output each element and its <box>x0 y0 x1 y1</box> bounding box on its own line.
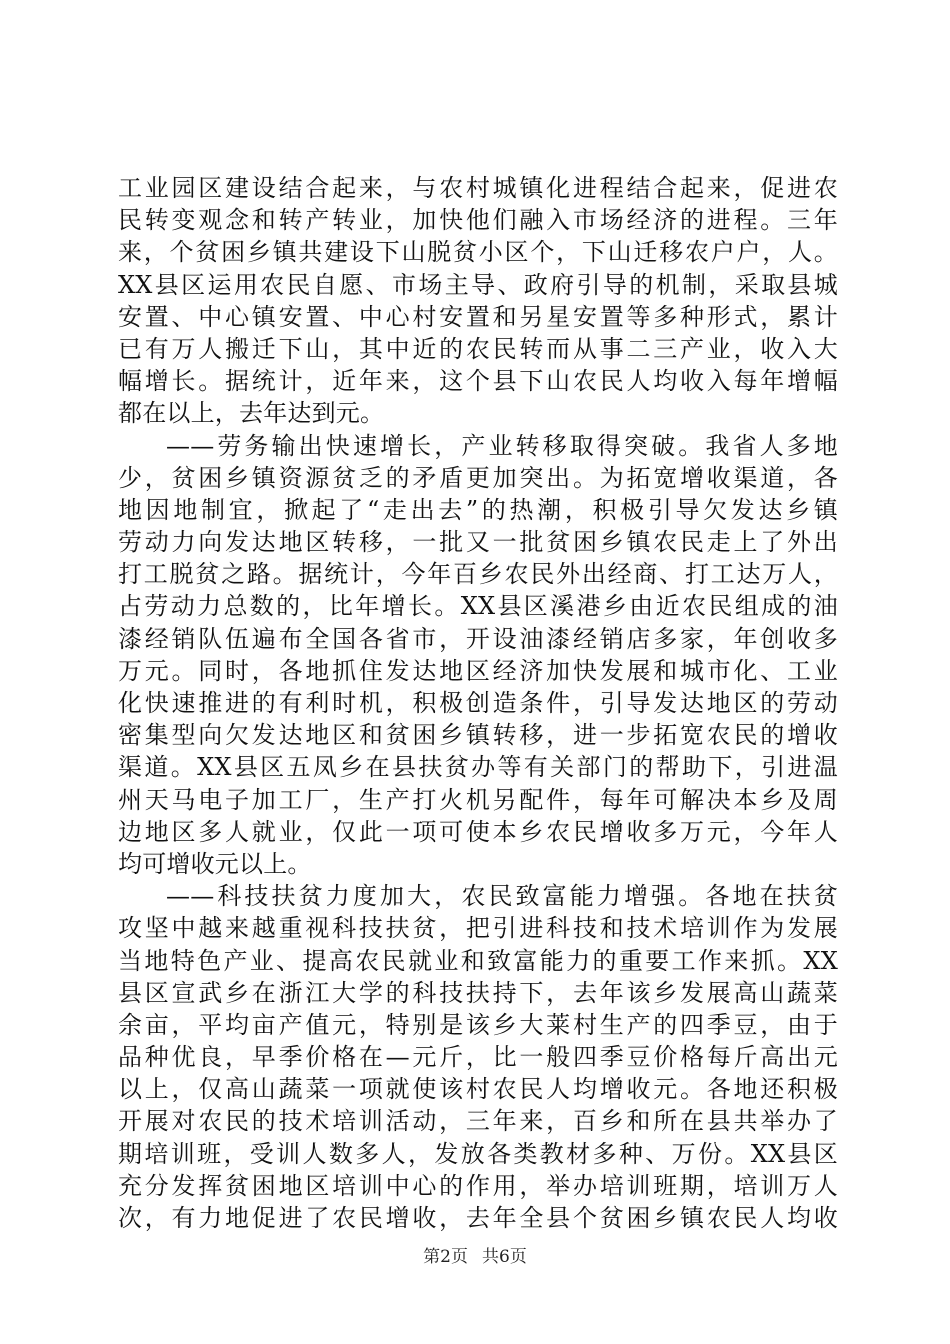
text-line: 密集型向欠发达地区和贫困乡镇转移，进一步拓宽农民的增收 <box>118 721 838 750</box>
text-line: 边地区多人就业，仅此一项可使本乡农民增收多万元，今年人 <box>118 817 838 846</box>
body-text <box>118 172 838 1234</box>
text-line: 来，个贫困乡镇共建设下山脱贫小区个，下山迁移农户户，人。 <box>118 238 838 267</box>
text-line: 少，贫困乡镇资源贫乏的矛盾更加突出。为拓宽增收渠道，各 <box>118 463 838 492</box>
text-line: 地因地制宜，掀起了“走出去”的热潮，积极引导欠发达乡镇 <box>118 495 838 524</box>
text-line: 已有万人搬迁下山，其中近的农民转而从事二三产业，收入大 <box>118 334 838 363</box>
text-line: 品种优良，早季价格在—元斤，比一般四季豆价格每斤高出元 <box>118 1043 838 1072</box>
text-line: 余亩，平均亩产值元，特别是该乡大莱村生产的四季豆，由于 <box>118 1010 838 1039</box>
text-line: 民转变观念和转产转业，加快他们融入市场经济的进程。三年 <box>118 206 838 235</box>
text-line: 占劳动力总数的，比年增长。XX县区溪港乡由近农民组成的油 <box>118 592 838 621</box>
text-line: 幅增长。据统计，近年来，这个县下山农民人均收入每年增幅 <box>118 367 838 396</box>
text-line: 县区宣武乡在浙江大学的科技扶持下，去年该乡发展高山蔬菜 <box>118 978 838 1007</box>
text-line: 劳动力向发达地区转移，一批又一批贫困乡镇农民走上了外出 <box>118 528 838 557</box>
page-footer <box>0 1242 950 1267</box>
text-line: 期培训班，受训人数多人，发放各类教材多种、万份。XX县区 <box>118 1139 838 1168</box>
text-line: 开展对农民的技术培训活动，三年来，百乡和所在县共举办了 <box>118 1107 838 1136</box>
text-line: 工业园区建设结合起来，与农村城镇化进程结合起来，促进农 <box>118 174 838 202</box>
text-line: 漆经销队伍遍布全国各省市，开设油漆经销店多家，年创收多 <box>118 624 838 653</box>
text-line: 都在以上，去年达到元。 <box>118 399 385 428</box>
text-line: 万元。同时，各地抓住发达地区经济加快发展和城市化、工业 <box>118 656 838 685</box>
page-total: 共6页 <box>482 1247 527 1267</box>
text-line: ——劳务输出快速增长，产业转移取得突破。我省人多地 <box>166 431 838 460</box>
text-line: 州天马电子加工厂，生产打火机另配件，每年可解决本乡及周 <box>118 785 838 814</box>
text-line: 渠道。XX县区五凤乡在县扶贫办等有关部门的帮助下，引进温 <box>118 753 838 782</box>
text-line: 攻坚中越来越重视科技扶贫，把引进科技和技术培训作为发展 <box>118 914 838 943</box>
text-line: 次，有力地促进了农民增收，去年全县个贫困乡镇农民人均收 <box>118 1204 838 1232</box>
text-line: 充分发挥贫困地区培训中心的作用，举办培训班期，培训万人 <box>118 1171 838 1200</box>
text-line: 安置、中心镇安置、中心村安置和另星安置等多种形式，累计 <box>118 302 838 331</box>
text-line: 化快速推进的有利时机，积极创造条件，引导发达地区的劳动 <box>118 689 838 717</box>
text-line: ——科技扶贫力度加大，农民致富能力增强。各地在扶贫 <box>166 882 838 911</box>
text-line: 以上，仅高山蔬菜一项就使该村农民人均增收元。各地还积极 <box>118 1075 838 1104</box>
text-line: 打工脱贫之路。据统计，今年百乡农民外出经商、打工达万人， <box>118 560 838 589</box>
text-line: 均可增收元以上。 <box>118 849 312 878</box>
text-line: 当地特色产业、提高农民就业和致富能力的重要工作来抓。XX <box>118 946 838 975</box>
page-number: 第2页 <box>423 1247 468 1267</box>
text-line: XX县区运用农民自愿、市场主导、政府引导的机制，采取县城 <box>118 270 838 299</box>
